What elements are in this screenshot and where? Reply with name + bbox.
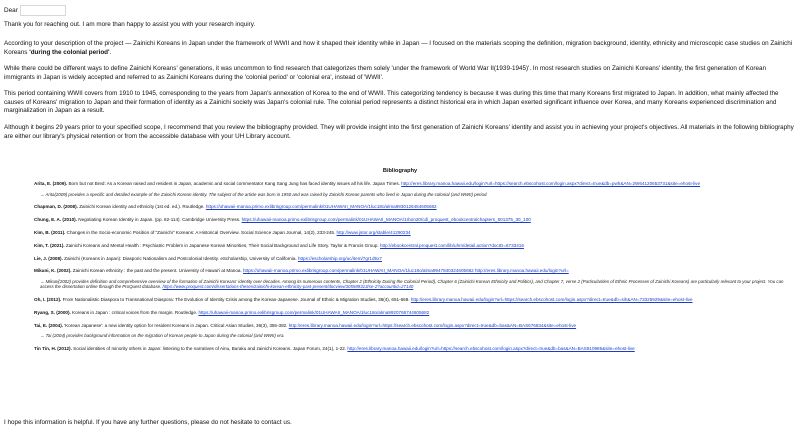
entry-author: Tin Tin, H. (2012).	[34, 346, 72, 351]
intro-paragraph: Thank you for reaching out. I am more than happy to assist you with your research inquiry.	[4, 21, 256, 28]
recommendation-paragraph: Although it begins 29 years prior to your specified scope, I recommend that you review the bibliography provided. They will provide insight into the first generation of Zainichi Koreans' identity and assist you in achieving your project's objectives. All materials in the following bibliography are either our library's physical retention or from the accessible database with your UH Library account.	[4, 124, 794, 140]
entry-link[interactable]: https://uhawaii-manoa.primo.exlibrisgroup.com/permalink/01UHAWAII_MANOA/1luc18o/alma9930126454605682	[205, 204, 437, 210]
entry-link[interactable]: https://uhawaii-manoa.primo.exlibrisgroup.com/permalink/01UHAWAII_MANOA/1rbon20/cdi_proquest_ebookcentralchapters_601375_30_100	[241, 217, 531, 223]
entry-link[interactable]: https://uhawaii-manoa.primo.exlibrisgroup.com/permalink/01UHAWAII_MANOA/1luc18o/alma9947840324605682 http://eres.library.manoa.hawaii.edu/login?url=	[242, 268, 569, 274]
entry-author: Tai, E. (2004).	[34, 322, 64, 328]
bibliography-list	[34, 181, 786, 359]
annotation-note	[34, 279, 786, 290]
entry-citation: Born but not Bred: As a Korean raised and resident in Japan, academic and social commentator Kang Sang Jung has faced identity issues all his life. Japan Times.	[67, 181, 402, 186]
bibliography-entry	[34, 297, 786, 303]
salutation	[4, 5, 66, 16]
entry-link[interactable]: https://www.proquest.com/dissertations-theses/zainichi-korean-ethnicity-past-present/docview/305589313/se-2?accountid=27140	[162, 284, 414, 290]
entry-citation: Zainichi (Koreans in Japan): Diasporic Nationalism and Postcolonial Identity. eScholarship, University of California.	[62, 255, 298, 261]
bibliography-entry	[34, 256, 786, 262]
entry-citation: Zainichi Korean identity and ethnicity (1st ed. ed.). Routledge.	[77, 204, 206, 210]
annotation-note	[34, 333, 786, 338]
colonial-period-emphasis: 'during the colonial period'	[29, 48, 110, 56]
annotation-note	[34, 192, 786, 197]
entry-author: Chapman, D. (2008).	[34, 204, 78, 210]
bibliography-entry	[34, 230, 786, 236]
entry-author: Ryang, S. (2000).	[34, 309, 71, 315]
entry-link[interactable]: http://www.jstor.org/stable/41290234	[336, 229, 411, 235]
scope-end: .	[109, 48, 112, 56]
entry-citation: Zainichi Koreans and Mental Health : Psychiatric Problem in Japanese Korean Minorities, Their Social Background and Life Story. Taylor & Francis Group.	[64, 242, 380, 248]
period-paragraph: This period containing WWII covers from 1910 to 1945, corresponding to the years from Japan's annexation of Korea to the end of WWII. This categorizing tendency is because it was during this time that many Koreans first migrated to Japan. In addition, what mainly affected the causes of Koreans' migration to Japan and their formation of identity as a Zainichi society was Japan's colonial rule. The colonial period represents a distinct historical era in which Japan exerted significant influence over Korea, and many Koreans experienced discrimination and marginalization in Japan as a result.	[4, 90, 779, 115]
bibliography-entry	[34, 217, 786, 223]
closing-paragraph: I hope this information is helpful. If you have any further questions, please do not hesitate to contact us.	[4, 419, 292, 426]
entry-citation: Koreans in Japan : critical voices from the margin. Routledge.	[70, 309, 199, 315]
bibliography-entry	[34, 243, 786, 249]
note-text: → Arita(2009) provides a specific and detailed example of the Zainichi Korean identity. The subject of the article was born in 1950 and was raised by Zainichi Korean parents who lived in Japan during the colonial (and WWII) period.	[40, 191, 488, 197]
entry-link[interactable]: http://ebookcentral.proquest.com/lib/uhm/detail.action?docID=6733416	[379, 242, 524, 248]
entry-author: Kim, B. (2011).	[34, 229, 66, 235]
generations-paragraph: While there could be different ways to define Zainichi Koreans' generations, it was uncommon to find research that categorizes them solely 'under the framework of World War II(1939-1945)'. In most research studies on Zainichi Koreans' identity, the first generation of Korean immigrants in Japan is widely accepted and referred to as Zainichi Koreans during the 'colonial period' or 'colonial era', instead of 'WWII'.	[4, 65, 766, 81]
note-text: → Mikuni(2002) provides definition and comprehensive overview of the formation of Zainichi Koreans' identity over decades. Among its numerous contents, Chapter 2 (Ethnicity During the Colonial Period), Chapter 6 (Zainichi Korean Ethnicity and Politics), and Chapter 7, verse 2 (Particularities of Ethnic Processes of Zainichi Koreans) are particularly relevant to your project. You can access the dissertation online through the ProQuest database.	[40, 279, 784, 290]
recipient-name-field[interactable]	[20, 5, 66, 16]
scope-text: According to your description of the project — Zainichi Koreans in Japan under the framework of WWII and how it shaped their identity while in Japan — I focused on the materials scoping the definition, migration background, identity, ethnicity and microscopic case studies on Zainichi Koreans	[4, 40, 793, 56]
scope-paragraph	[4, 40, 794, 57]
entry-author: Lie, J. (2008).	[34, 255, 63, 261]
bibliography-entry	[34, 310, 786, 316]
entry-citation: Social identities of minority others in Japan: listening to the narratives of Ainu, Buraku and zainichi Koreans. Japan Forum, 24(1), 1-22.	[71, 346, 348, 351]
note-text: → Tai (2004) provides background information on the migration of Korean people to Japan during the colonial (and WWII) era.	[40, 333, 285, 339]
bibliography-entry	[34, 181, 786, 187]
salutation-text: Dear	[4, 7, 18, 14]
bibliography-entry	[34, 268, 786, 274]
entry-author: Kim, T. (2021).	[34, 242, 65, 248]
entry-citation: From Nationalistic Diaspora to Transnational Diaspora: The Evolution of Identity Crisis among the Korean-Japanese. Journal of Ethnic & Migration Studies, 38(4), 651-669.	[61, 297, 411, 303]
entry-citation: Negotiating Korean Identity in Japan. (pp. 82-114). Cambridge University Press.	[76, 217, 242, 223]
entry-author: Oh, I. (2012).	[34, 297, 62, 303]
entry-link[interactable]: http://eres.library.manoa.hawaii.edu/login?url=https://search.ebscohost.com/login.aspx?direct=true&db=bas&AN=BAS676834&site=ehost-live	[288, 322, 577, 328]
entry-link[interactable]: http://eres.library.manoa.hawaii.edu/login?url=https://search.ebscohost.com/login.aspx?direct=true&db=pwh&AN=2W64120653731&site=ehost-live	[401, 181, 701, 186]
bibliography-entry	[34, 323, 786, 329]
entry-author: Arita, E. (2009).	[34, 181, 68, 186]
bibliography-entry	[34, 204, 786, 210]
bibliography-title: Bibliography	[382, 168, 418, 174]
entry-link[interactable]: http://eres.library.manoa.hawaii.edu/login?url=https://search.ebscohost.com/login.aspx?direct=true&db=sih&AN=73325929&site=ehost-live	[410, 297, 693, 303]
entry-author: Mikuni, K. (2002).	[34, 268, 72, 274]
entry-citation: Changes in the Socio-economic Position of "Zainichi" Koreans: A Historical Overview. Social Science Japan Journal, 14(2), 233-245.	[65, 229, 337, 235]
entry-citation: Zainichi Korean ethnicity : the past and the present. University of Hawai'i at Manoa.	[71, 268, 243, 274]
entry-link[interactable]: https://uhawaii-manoa.primo.exlibrisgroup.com/permalink/01UHAWAII_MANOA/1luc18o/alma9920766744605682	[198, 309, 430, 315]
entry-citation: 'Korean Japanese': a new identity option for resident Koreans in Japan. Critical Asian Studies, 36(3), 355-382.	[63, 322, 289, 328]
entry-author: Chung, E. A. (2010).	[34, 217, 77, 223]
entry-link[interactable]: https://escholarship.org/uc/item/7gr1d5x7	[297, 255, 382, 261]
entry-link[interactable]: http://eres.library.manoa.hawaii.edu/login?url=https://search.ebscohost.com/login.aspx?direct=true&db=bas&AN=BAS810985&site=ehost-live	[347, 346, 635, 351]
bibliography-entry	[34, 346, 786, 352]
